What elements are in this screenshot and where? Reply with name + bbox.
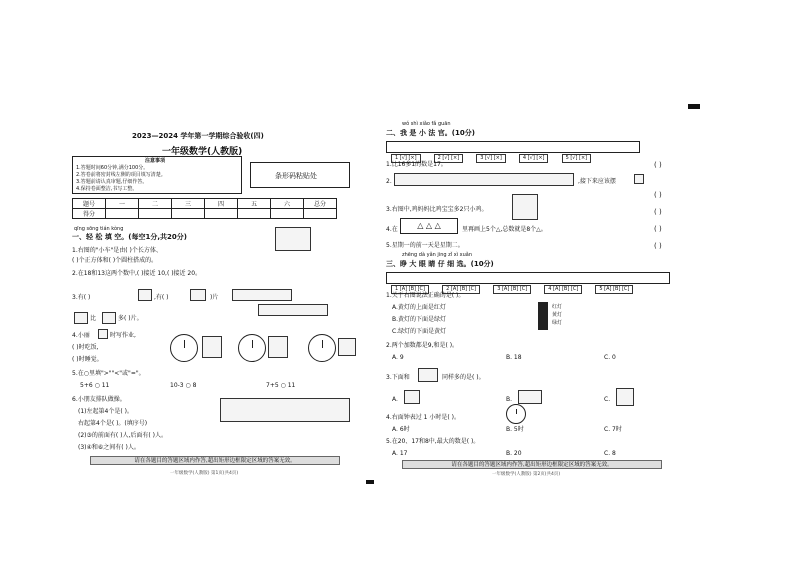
score-cell[interactable] — [172, 209, 205, 219]
choice-5: 5.在20、17和8中,最大的数是( )。 — [386, 438, 480, 445]
exam-subtitle: 一年级数学(人教版) — [162, 147, 243, 157]
traffic-light-label: 绿灯 — [552, 320, 563, 326]
choice-3-c: C. — [604, 396, 611, 403]
score-header: 一 — [106, 199, 139, 209]
choice-3-a: A. — [392, 396, 398, 403]
choice-5-b: B. 20 — [506, 450, 522, 457]
score-cell[interactable] — [271, 209, 304, 219]
choice-1: 1.关于右图说法正确的是( )。 — [386, 292, 465, 299]
judge-answer-box[interactable]: 5 [√] [×] — [562, 154, 592, 163]
choice-2: 2.两个加数都是9,和是( )。 — [386, 342, 459, 349]
choice-answer-box[interactable]: 4 [A] [B] [C] — [544, 285, 582, 294]
question-4-part1: 时写作业, — [110, 332, 136, 339]
question-3-compare: 比 — [90, 315, 97, 322]
judge-2: 2. — [386, 178, 392, 185]
score-header: 二 — [139, 199, 172, 209]
choice-answer-box[interactable]: 2 [A] [B] [C] — [442, 285, 480, 294]
question-3-part3: )片 — [210, 294, 219, 301]
section3-title: 三、睁 大 眼 睛 仔 细 选。(10分) — [386, 260, 494, 268]
notice-line: 1.答题时间60分钟,满分100分。 — [76, 165, 149, 171]
score-header: 六 — [271, 199, 304, 209]
umbrella-group-icon — [232, 289, 292, 301]
triangle-box: △ △ △ — [400, 218, 458, 234]
shape-pattern-icon — [394, 173, 574, 186]
question-5b: 10-3 ○ 8 — [170, 382, 197, 389]
question-5a: 5+6 ○ 11 — [80, 382, 110, 389]
choice-5-a: A. 17 — [392, 450, 408, 457]
judge-1-paren[interactable]: ( ) — [654, 161, 662, 169]
section3-pinyin: zhēng dà yǎn jing zǐ xì xuǎn — [402, 252, 473, 258]
clock-icon — [238, 334, 266, 362]
choice-4-a: A. 6时 — [392, 426, 410, 433]
question-6: 6.小朋友排队做操。 — [72, 396, 126, 403]
choice-4-c: C. 7时 — [604, 426, 622, 433]
score-table — [72, 198, 337, 219]
barcode-area — [250, 162, 350, 188]
score-header: 四 — [205, 199, 238, 209]
toy-car-icon — [275, 227, 311, 251]
apple-group-icon — [616, 388, 634, 406]
umbrella-icon — [74, 312, 88, 324]
score-header: 五 — [238, 199, 271, 209]
exam-title: 2023—2024 学年第一学期综合验收(四) — [132, 132, 264, 140]
question-3: 3.有( ) — [72, 294, 91, 301]
clock-icon — [170, 334, 198, 362]
judge-2-paren[interactable]: ( ) — [654, 191, 662, 199]
left-page — [70, 104, 360, 476]
clock-icon — [98, 329, 108, 339]
clock-icon — [308, 334, 336, 362]
score-cell[interactable] — [304, 209, 337, 219]
homework-icon — [202, 336, 222, 358]
score-header: 三 — [172, 199, 205, 209]
judge-answer-box[interactable]: 1 [√] [×] — [391, 154, 421, 163]
maple-leaf-icon — [102, 312, 116, 324]
judge-2-suffix: ,接下来应该摆 — [578, 178, 616, 185]
choice-1-a: A.黄灯的上面是红灯 — [392, 304, 446, 311]
banana-icon — [518, 390, 542, 404]
question-5c: 7+5 ○ 11 — [266, 382, 296, 389]
judge-3-paren[interactable]: ( ) — [654, 208, 662, 216]
traffic-light-label: 红灯 — [552, 304, 563, 310]
judge-4: 4.在 — [386, 226, 398, 233]
notice-line: 4.保持卷面整洁,书写工整。 — [76, 186, 138, 192]
leaf-group-icon — [258, 304, 328, 316]
question-4-part3: ( )时睡觉。 — [72, 356, 103, 363]
question-2: 2.在18和13这两个数中,( )接近 10,( )接近 20。 — [72, 270, 202, 277]
score-cell[interactable] — [106, 209, 139, 219]
choice-5-c: C. 8 — [604, 450, 616, 457]
score-header: 总分 — [304, 199, 337, 209]
notice-box — [72, 156, 242, 194]
choice-4-b: B. 5时 — [506, 426, 524, 433]
section2-title: 二、我 是 小 法 官。(10分) — [386, 129, 475, 137]
notice-line: 2.答卷前将密封线左侧的项目填写清楚。 — [76, 172, 166, 178]
right-page — [382, 104, 682, 476]
left-page-number: 一年级数学(人教版) 第1页(共4页) — [170, 471, 239, 476]
judge-answer-box[interactable]: 4 [√] [×] — [519, 154, 549, 163]
eggplant-icon — [404, 390, 420, 404]
question-1: 1.右图的"小车"是由( )个长方体、 — [72, 247, 162, 254]
choice-answer-box[interactable]: 3 [A] [B] [C] — [493, 285, 531, 294]
choice-3-b: B. — [506, 396, 513, 403]
notice-line: 3.答题前请认真审题,仔细作答。 — [76, 179, 148, 185]
score-header: 题号 — [73, 199, 106, 209]
score-row-label: 得分 — [73, 209, 106, 219]
question-5: 5.在○里填">""<"或"="。 — [72, 370, 145, 377]
question-4-part2: ( )时吃饭, — [72, 344, 99, 351]
question-1-line2: ( )个正方体和( )个圆柱搭成的。 — [72, 257, 158, 264]
judge-5-paren[interactable]: ( ) — [654, 242, 662, 250]
score-cell[interactable] — [238, 209, 271, 219]
sleep-icon — [338, 338, 356, 356]
clock-icon — [506, 404, 526, 424]
question-4: 4.小丽 — [72, 332, 90, 339]
traffic-light-label: 黄灯 — [552, 312, 563, 318]
scan-mark — [366, 480, 374, 484]
score-cell[interactable] — [205, 209, 238, 219]
choice-2-b: B. 18 — [506, 354, 522, 361]
section1-pinyin: qīng sōng tián kòng — [74, 226, 124, 232]
question-6d: (3)④和⑥之间有( )人。 — [78, 444, 140, 451]
traffic-light-icon — [538, 302, 548, 330]
question-6b: 右起第4个是( )。(填序号) — [78, 420, 148, 427]
section1-title: 一、轻 松 填 空。(每空1分,共20分) — [72, 233, 187, 241]
notice-title: 注意事项 — [145, 158, 166, 164]
judge-1: 1.比16多1的数是17。 — [386, 161, 447, 168]
cube-icon — [634, 174, 644, 184]
judge-answer-row — [386, 141, 640, 161]
question-6c: (2)③的前面有( )人,后面有( )人。 — [78, 432, 167, 439]
judge-4-suffix: 里再画上5个△,总数就是8个△。 — [462, 226, 547, 233]
choice-3: 3.下面和 — [386, 374, 410, 381]
score-cell[interactable] — [139, 209, 172, 219]
umbrella-icon — [138, 289, 152, 301]
judge-4-paren[interactable]: ( ) — [654, 225, 662, 233]
dinner-icon — [268, 336, 288, 358]
hen-chicks-icon — [512, 194, 538, 220]
fruit-group-icon — [418, 368, 438, 382]
judge-answer-box[interactable]: 2 [√] [×] — [434, 154, 464, 163]
judge-3: 3.右图中,鸡妈妈比鸡宝宝多2只小鸡。 — [386, 206, 488, 213]
barcode-label: 条形码粘贴处 — [275, 172, 317, 180]
question-6a: (1)左起第4个是( )。 — [78, 408, 133, 415]
left-footer-notice: 请在各题目的答题区域内作答,超出矩形边框限定区域的答案无效。 — [90, 456, 340, 465]
scan-mark — [688, 104, 700, 109]
choice-1-c: C.绿灯的下面是黄灯 — [392, 328, 447, 335]
right-footer-notice: 请在各题目的答题区域内作答,超出矩形边框限定区域的答案无效。 — [402, 460, 662, 469]
choice-answer-box[interactable]: 1 [A] [B] [C] — [391, 285, 429, 294]
choice-2-a: A. 9 — [392, 354, 404, 361]
section2-pinyin: wǒ shì xiǎo fǎ guān — [402, 121, 451, 127]
choice-4: 4.右面钟表过 1 小时是( )。 — [386, 414, 460, 421]
question-3-part2: ,有( ) — [154, 294, 169, 301]
choice-1-b: B.黄灯的下面是绿灯 — [392, 316, 447, 323]
right-page-number: 一年级数学(人教版) 第2页(共4页) — [492, 472, 561, 477]
question-3-part4: 多( )片。 — [118, 315, 143, 322]
judge-answer-box[interactable]: 3 [√] [×] — [476, 154, 506, 163]
maple-leaf-icon — [190, 289, 206, 301]
choice-answer-box[interactable]: 5 [A] [B] [C] — [595, 285, 633, 294]
judge-5: 5.星期一的前一天是星期二。 — [386, 242, 464, 249]
choice-answer-row — [386, 272, 670, 292]
children-queue-icon — [220, 398, 350, 422]
choice-3-suffix: 同样多的是( )。 — [442, 374, 485, 381]
choice-2-c: C. 0 — [604, 354, 616, 361]
